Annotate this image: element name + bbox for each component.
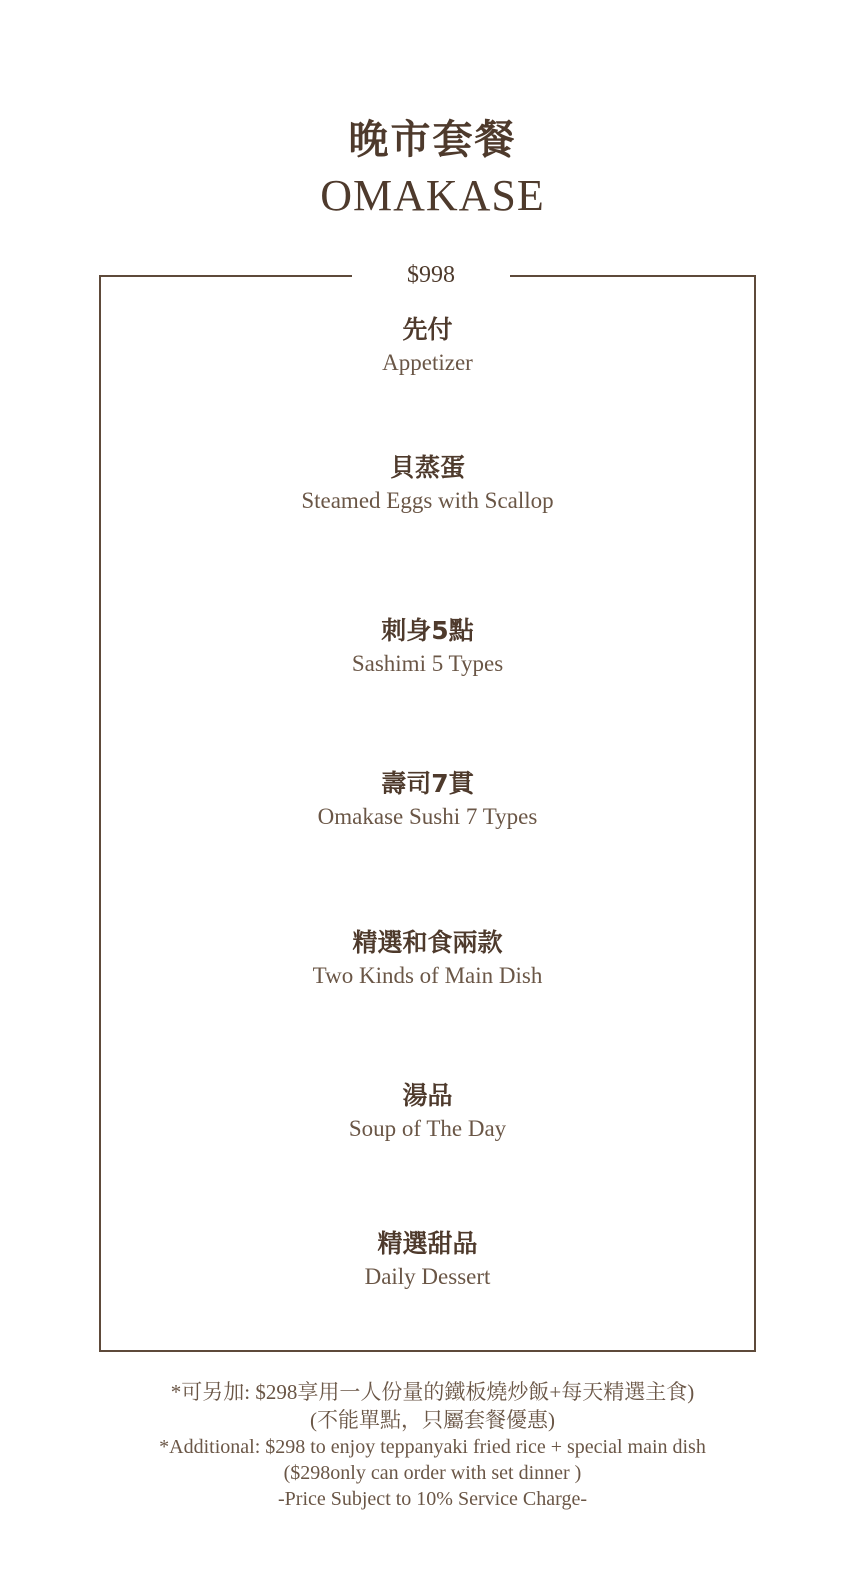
course-appetizer <box>99 314 756 378</box>
course-name-zh: 壽司7貫 <box>381 769 474 798</box>
course-steamed-egg <box>99 452 756 516</box>
note-additional-en: *Additional: $298 to enjoy teppanyaki fried rice + special main dish <box>159 1436 706 1458</box>
course-name-zh: 刺身5點 <box>381 616 474 645</box>
course-name-zh: 精選和食兩款 <box>352 928 503 957</box>
course-name-zh: 湯品 <box>402 1081 453 1110</box>
menu-title-chinese: 晚市套餐 <box>348 116 517 163</box>
course-sushi <box>99 768 756 832</box>
note-service-charge: -Price Subject to 10% Service Charge- <box>278 1488 587 1510</box>
course-name-zh: 精選甜品 <box>377 1229 478 1258</box>
course-name-en: Appetizer <box>382 350 473 375</box>
set-price: $998 <box>352 260 510 290</box>
course-name-en: Daily Dessert <box>364 1264 491 1289</box>
course-name-en: Omakase Sushi 7 Types <box>317 804 538 829</box>
note-additional-zh: *可另加: $298享用一人份量的鐵板燒炒飯+每天精選主食) <box>170 1380 695 1404</box>
course-name-zh: 貝蒸蛋 <box>389 453 465 482</box>
course-name-en: Two Kinds of Main Dish <box>312 963 543 988</box>
course-soup <box>99 1080 756 1144</box>
footnotes <box>0 1378 865 1512</box>
course-main-dish <box>99 927 756 991</box>
course-name-en: Sashimi 5 Types <box>351 651 504 676</box>
course-name-zh: 先付 <box>402 315 453 344</box>
course-sashimi <box>99 615 756 679</box>
course-dessert <box>99 1228 756 1292</box>
menu-title-english: OMAKASE <box>320 171 545 220</box>
note-set-dinner-only: ($298only can order with set dinner ) <box>283 1462 582 1484</box>
course-name-en: Steamed Eggs with Scallop <box>301 488 554 513</box>
course-name-en: Soup of The Day <box>348 1116 507 1141</box>
note-not-separate-zh: (不能單點，只屬套餐優惠) <box>310 1408 555 1432</box>
